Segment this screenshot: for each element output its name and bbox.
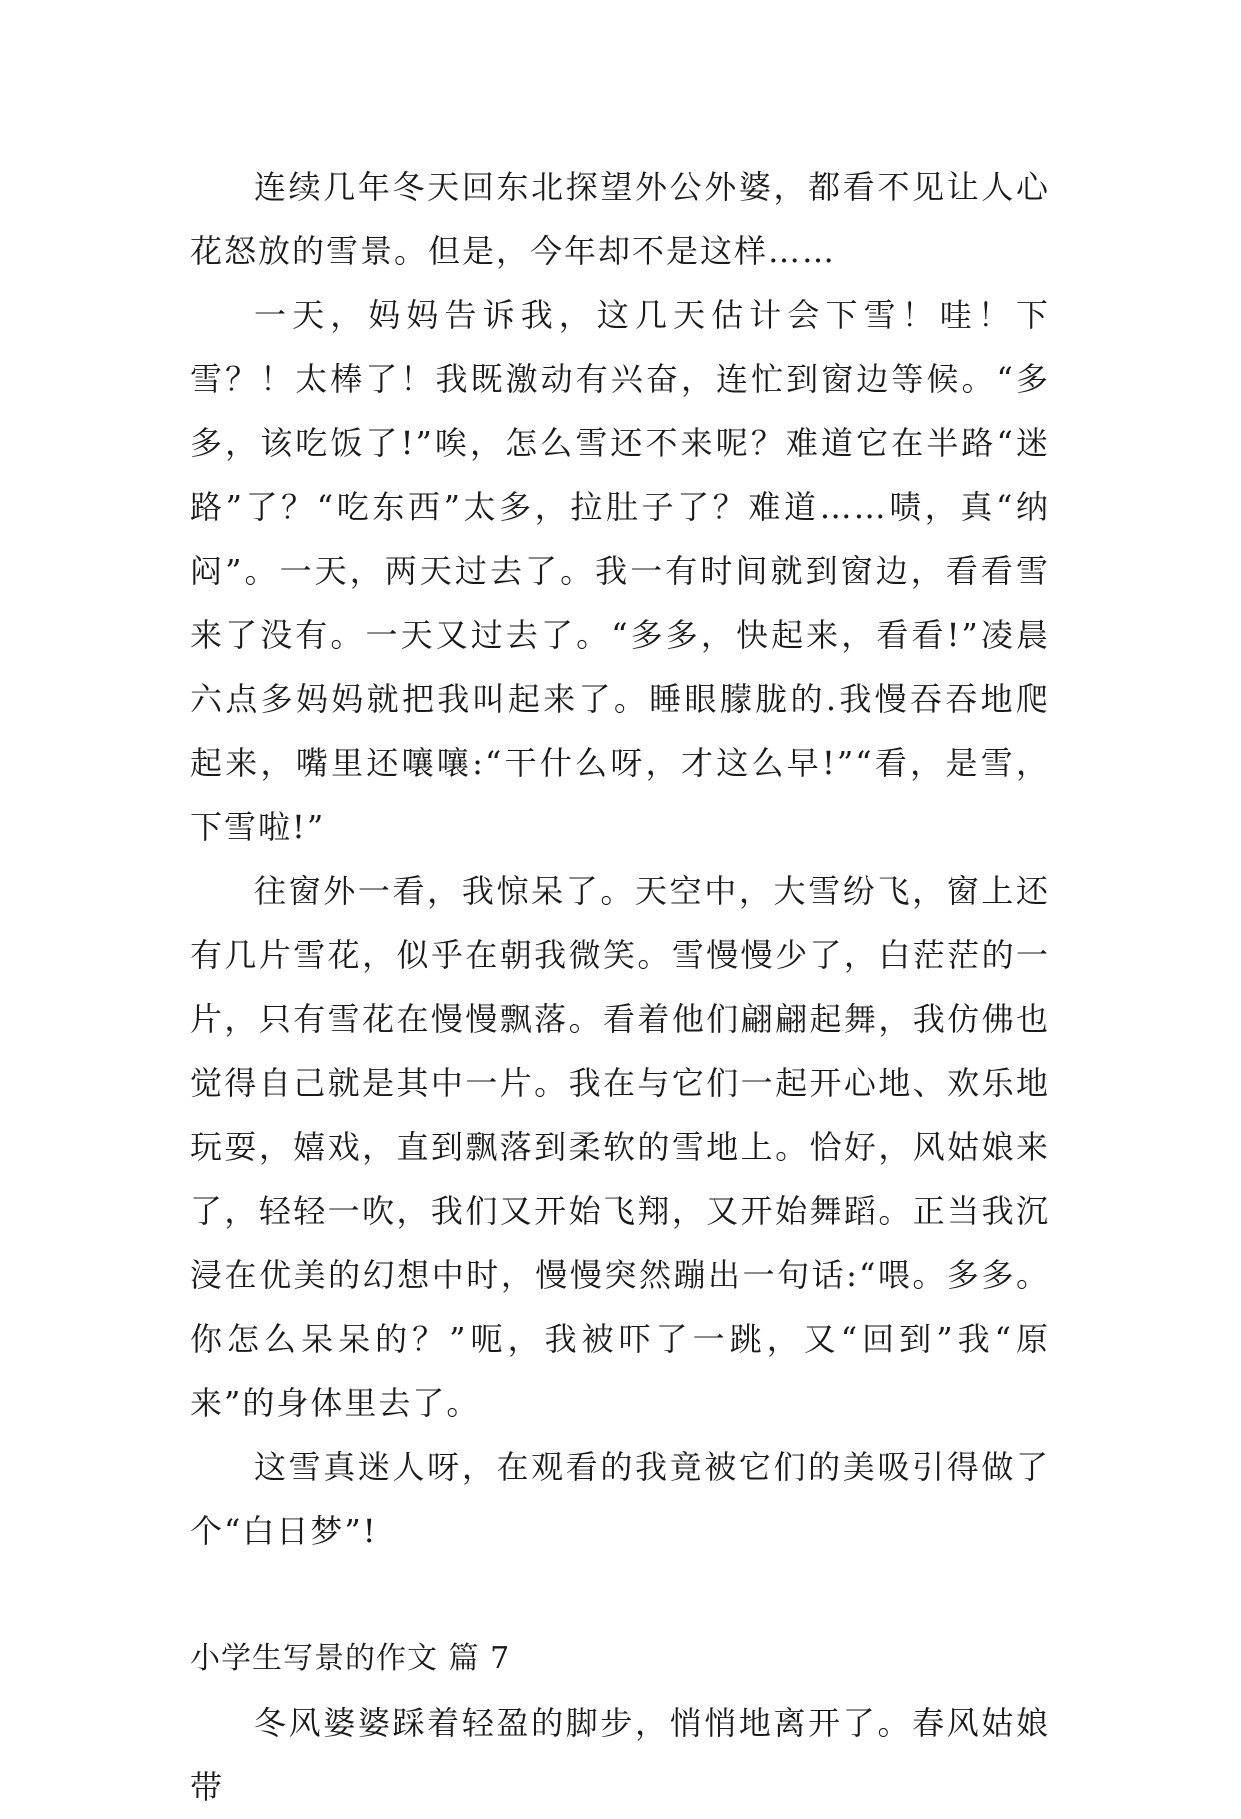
paragraph-4: 这雪真迷人呀，在观看的我竟被它们的美吸引得做了个“白日梦”! (190, 1448, 1050, 1550)
article-body (190, 155, 1050, 1819)
paragraph-1: 连续几年冬天回东北探望外公外婆，都看不见让人心花怒放的雪景。但是，今年却不是这样…… (190, 168, 1050, 270)
section-heading: 小学生写景的作文 篇 7 (190, 1641, 511, 1676)
paragraph-5: 冬风婆婆踩着轻盈的脚步，悄悄地离开了。春风姑娘带 (190, 1704, 1050, 1806)
section-spacer (190, 1563, 1050, 1627)
paragraph-3: 往窗外一看，我惊呆了。天空中，大雪纷飞，窗上还有几片雪花，似乎在朝我微笑。雪慢慢少了，白茫茫的一片，只有雪花在慢慢飘落。看着他们翩翩起舞，我仿佛也觉得自己就是其中一片。我在与它们一起开心地、欢乐地玩耍，嬉戏，直到飘落到柔软的雪地上。恰好，风姑娘来了，轻轻一吹，我们又开始飞翔，又开始舞蹈。正当我沉浸在优美的幻想中时，慢慢突然蹦出一句话:“喂。多多。你怎么呆呆的？”呃，我被吓了一跳，又“回到”我“原来”的身体里去了。 (190, 872, 1050, 1422)
paragraph-2: 一天，妈妈告诉我，这几天估计会下雪！哇！下雪？！太棒了！我既激动有兴奋，连忙到窗边等候。“多多，该吃饭了!”唉，怎么雪还不来呢？难道它在半路“迷路”了？“吃东西”太多，拉肚子了？难道……啧，真“纳闷”。一天，两天过去了。我一有时间就到窗边，看看雪来了没有。一天又过去了。“多多，快起来，看看!”凌晨六点多妈妈就把我叫起来了。睡眼朦胧的.我慢吞吞地爬起来，嘴里还嚷嚷:“干什么呀，才这么早!”“看，是雪，下雪啦!” (190, 296, 1050, 846)
